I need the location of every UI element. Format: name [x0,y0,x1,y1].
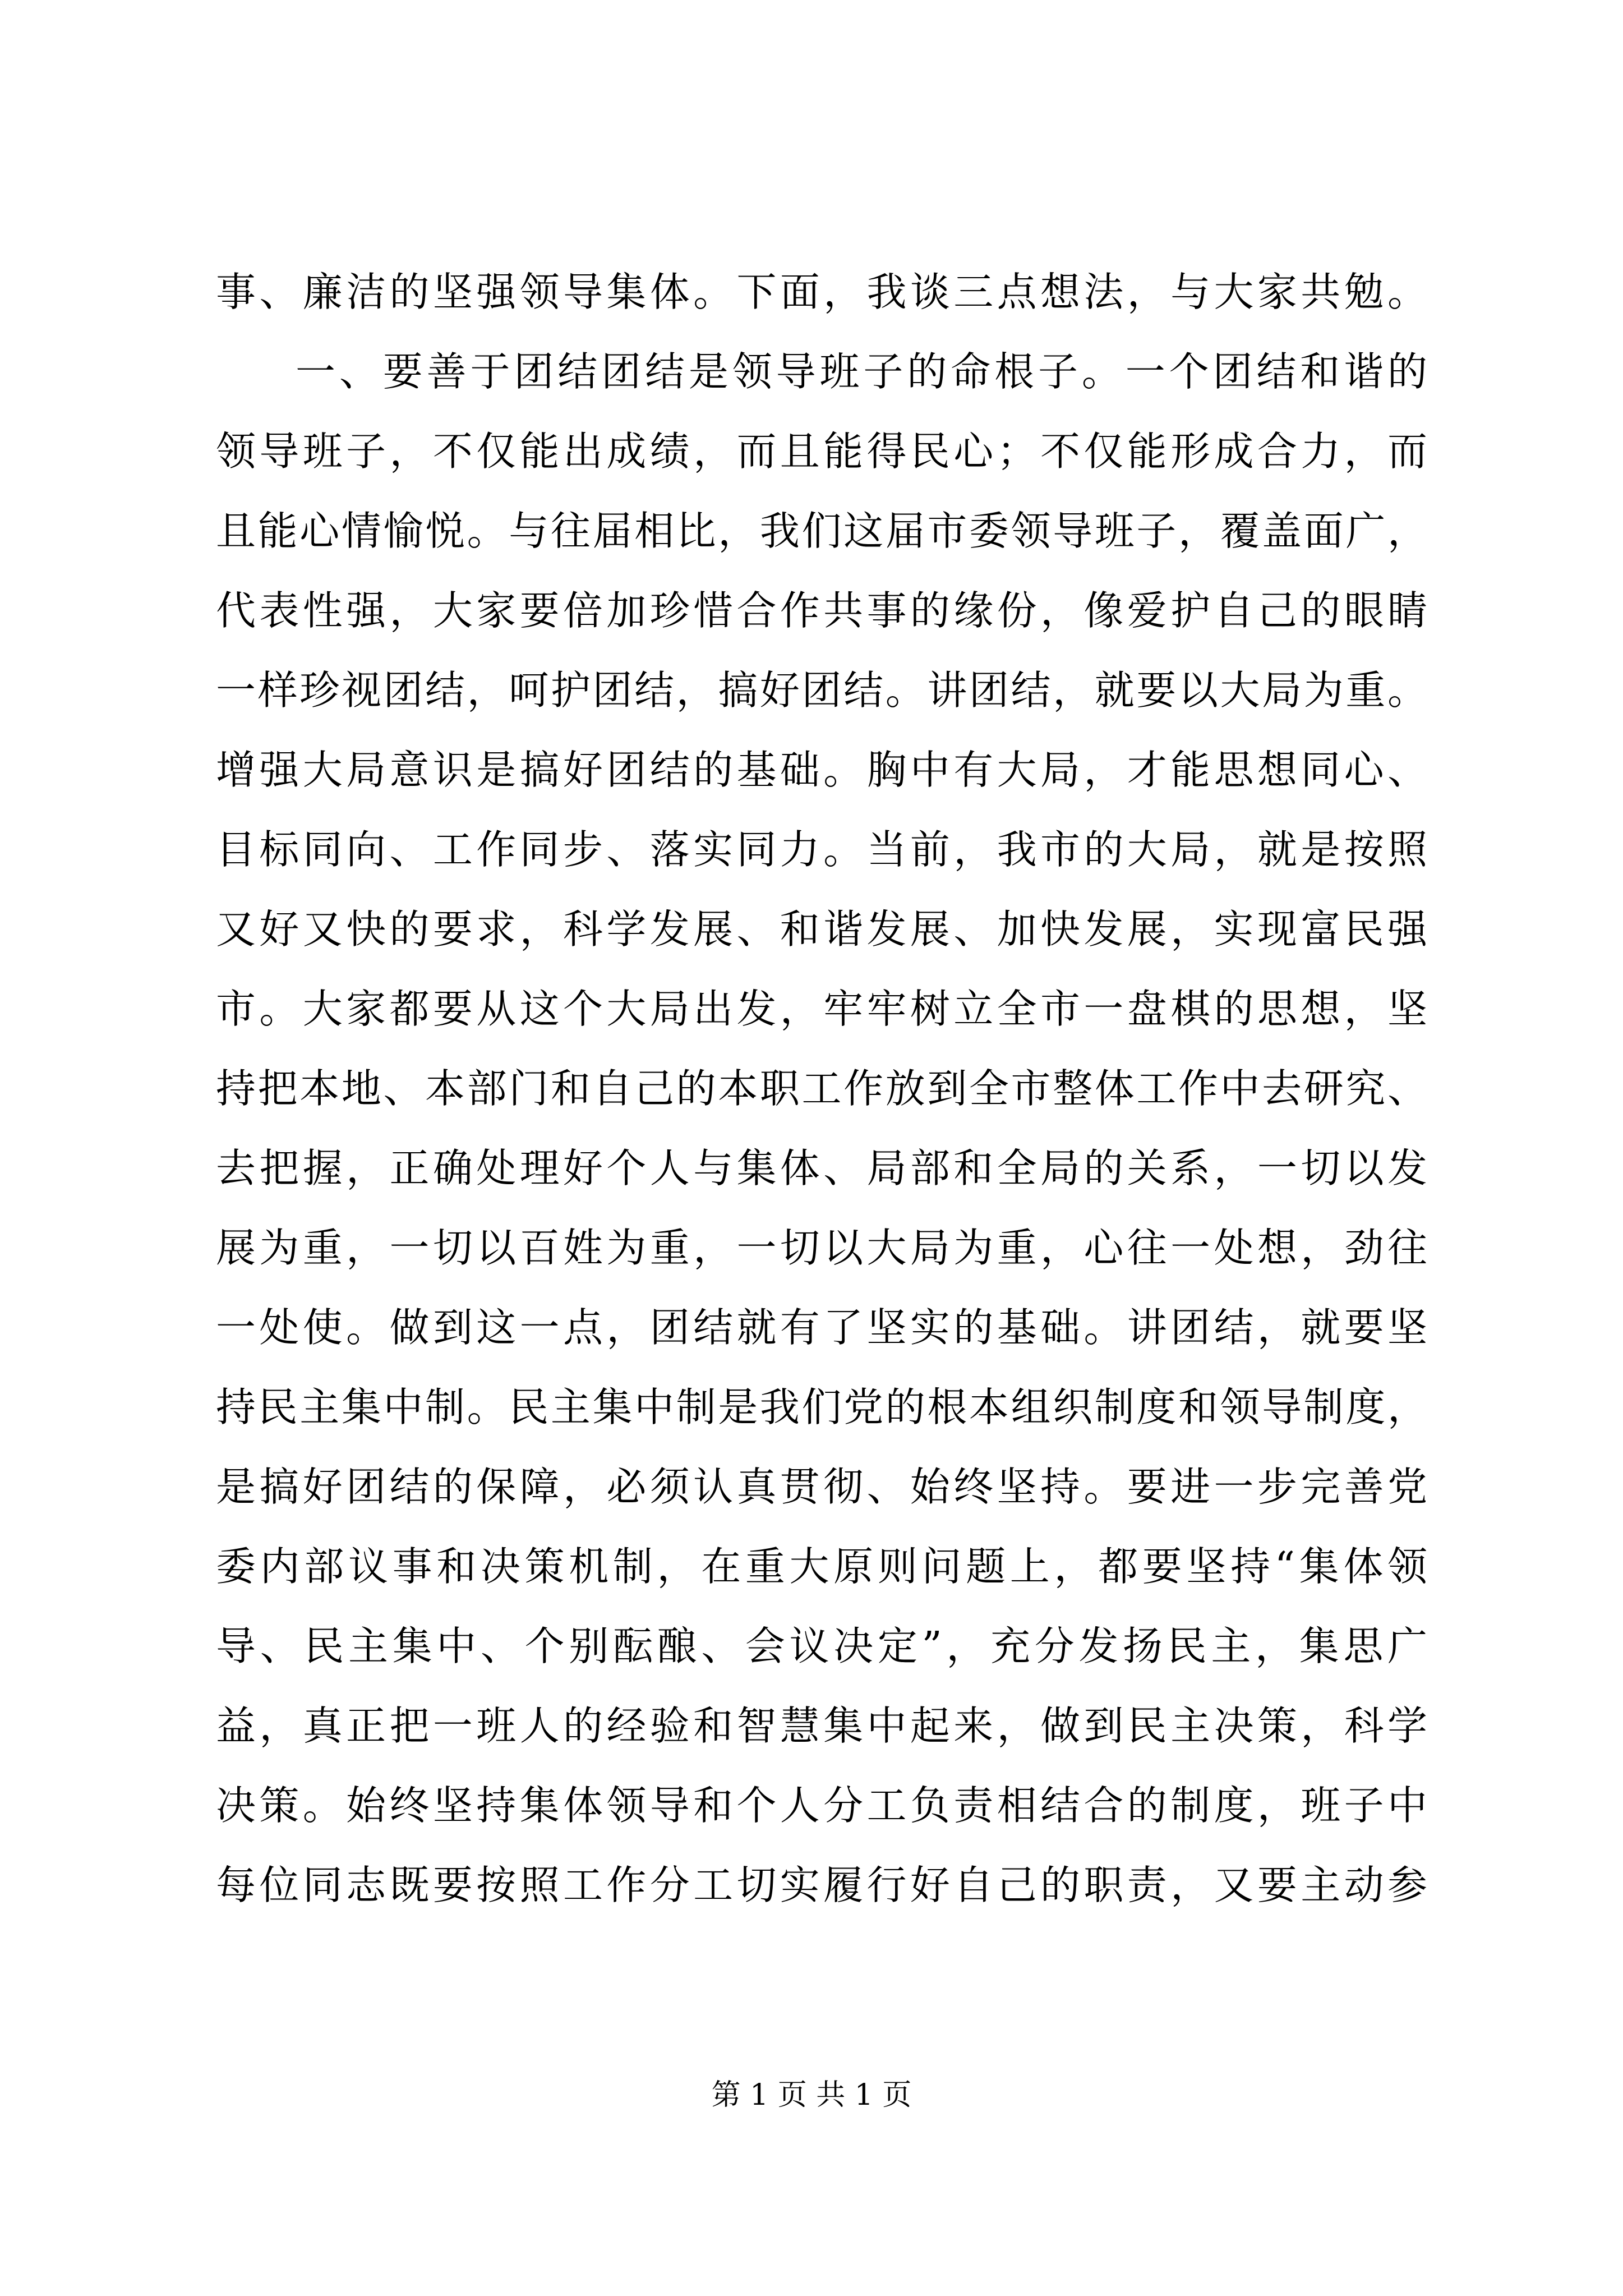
text-line: 且能心情愉悦。与往届相比，我们这届市委领导班子，覆盖面广， [216,508,1427,554]
text-line: 事、廉洁的坚强领导集体。下面，我谈三点想法，与大家共勉。 [216,269,1427,315]
text-line: 一样珍视团结，呵护团结，搞好团结。讲团结，就要以大局为重。 [216,667,1427,714]
text-line: 一处使。做到这一点，团结就有了坚实的基础。讲团结，就要坚 [216,1304,1427,1351]
text-line: 市。大家都要从这个大局出发，牢牢树立全市一盘棋的思想，坚 [216,986,1427,1032]
text-line: 决策。始终坚持集体领导和个人分工负责相结合的制度，班子中 [216,1782,1427,1829]
text-line: 增强大局意识是搞好团结的基础。胸中有大局，才能思想同心、 [216,747,1427,793]
text-line: 是搞好团结的保障，必须认真贯彻、始终坚持。要进一步完善党 [216,1464,1427,1510]
page-number-footer: 第 1 页 共 1 页 [711,2078,912,2112]
text-line: 委内部议事和决策机制，在重大原则问题上，都要坚持“集体领 [216,1543,1427,1590]
text-line: 益，真正把一班人的经验和智慧集中起来，做到民主决策，科学 [216,1703,1427,1749]
text-line: 展为重，一切以百姓为重，一切以大局为重，心往一处想，劲往 [216,1225,1427,1271]
text-line: 代表性强，大家要倍加珍惜合作共事的缘份，像爱护自己的眼睛 [216,587,1427,634]
text-line: 去把握，正确处理好个人与集体、局部和全局的关系，一切以发 [216,1145,1427,1191]
text-line: 持把本地、本部门和自己的本职工作放到全市整体工作中去研究、 [216,1065,1427,1112]
text-line: 目标同向、工作同步、落实同力。当前，我市的大局，就是按照 [216,826,1427,873]
text-line: 持民主集中制。民主集中制是我们党的根本组织制度和领导制度， [216,1384,1427,1430]
text-line: 每位同志既要按照工作分工切实履行好自己的职责，又要主动参 [216,1862,1427,1908]
text-line: 导、民主集中、个别酝酿、会议决定”，充分发扬民主，集思广 [216,1623,1427,1669]
text-line: 又好又快的要求，科学发展、和谐发展、加快发展，实现富民强 [216,906,1427,953]
text-line: 领导班子，不仅能出成绩，而且能得民心；不仅能形成合力，而 [216,428,1427,475]
document-body [216,252,1427,1925]
text-line: 一、要善于团结团结是领导班子的命根子。一个团结和谐的 [296,348,1427,395]
